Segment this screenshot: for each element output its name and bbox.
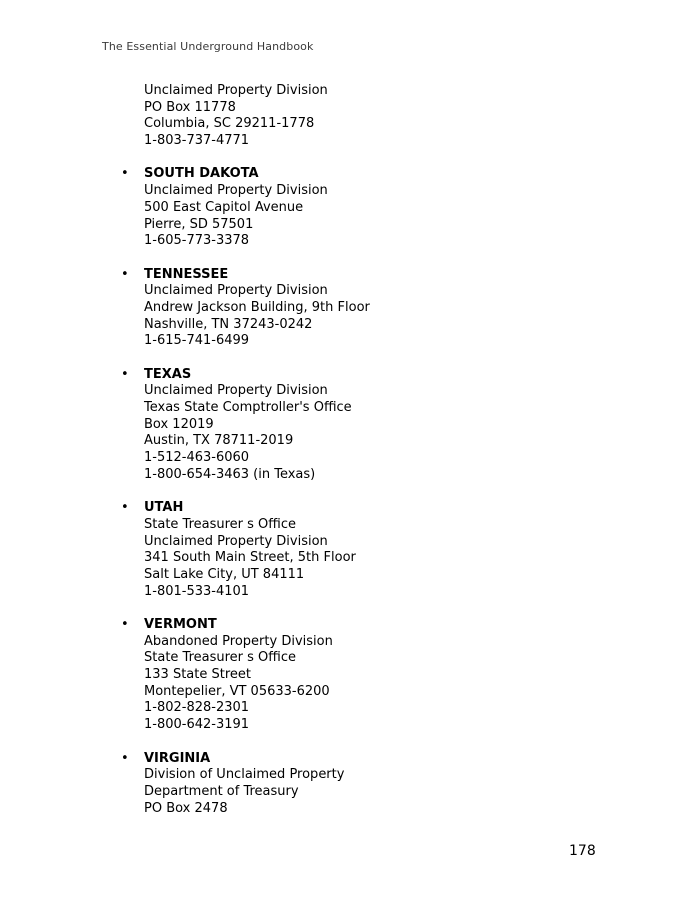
address-line: Nashville, TN 37243-0242 bbox=[144, 316, 313, 332]
bullet-icon: • bbox=[121, 617, 129, 632]
state-name: TENNESSEE bbox=[144, 266, 229, 282]
state-entry-texas bbox=[121, 366, 624, 484]
address-line: Abandoned Property Division bbox=[144, 633, 333, 649]
bullet-icon: • bbox=[121, 750, 129, 766]
address-line: State Treasurer s Office bbox=[144, 650, 296, 666]
address-line: Andrew Jackson Building, 9th Floor bbox=[144, 299, 370, 315]
address-line: Austin, TX 78711-2019 bbox=[144, 433, 294, 449]
address-line: 1-615-741-6499 bbox=[144, 333, 250, 349]
address-line: Texas State Comptroller's Office bbox=[144, 400, 352, 416]
state-name: TEXAS bbox=[144, 366, 192, 382]
address-line: 1-800-654-3463 (in Texas) bbox=[144, 466, 316, 482]
bullet-icon: • bbox=[121, 266, 129, 282]
state-name: UTAH bbox=[144, 500, 184, 516]
bullet-icon: • bbox=[121, 366, 129, 382]
state-entry-tennessee bbox=[121, 266, 624, 350]
address-line: 341 South Main Street, 5th Floor bbox=[144, 550, 356, 566]
address-line: Montepelier, VT 05633-6200 bbox=[144, 683, 330, 699]
page-content bbox=[121, 83, 624, 834]
bullet-icon: • bbox=[121, 166, 129, 182]
address-line: Box 12019 bbox=[144, 416, 214, 432]
address-line: 1-801-533-4101 bbox=[144, 583, 250, 599]
address-line: Unclaimed Property Division bbox=[144, 283, 328, 299]
address-line: 1-802-828-2301 bbox=[144, 700, 250, 716]
address-line: Unclaimed Property Division bbox=[144, 83, 328, 98]
address-line: Unclaimed Property Division bbox=[144, 383, 328, 399]
state-entry-utah bbox=[121, 500, 624, 600]
state-name: SOUTH DAKOTA bbox=[144, 166, 259, 182]
address-line: PO Box 11778 bbox=[144, 99, 236, 115]
address-line: 1-800-642-3191 bbox=[144, 717, 250, 733]
page-number: 178 bbox=[569, 843, 596, 859]
address-line: Unclaimed Property Division bbox=[144, 183, 328, 199]
bullet-icon: • bbox=[121, 500, 129, 516]
address-line: 1-803-737-4771 bbox=[144, 133, 250, 149]
address-line: Salt Lake City, UT 84111 bbox=[144, 566, 305, 582]
address-line: Columbia, SC 29211-1778 bbox=[144, 116, 315, 132]
address-line: 1-605-773-3378 bbox=[144, 233, 250, 249]
address-line: 133 State Street bbox=[144, 667, 251, 683]
state-entry-vermont bbox=[121, 617, 624, 734]
address-line: PO Box 2478 bbox=[144, 800, 228, 816]
state-entry-virginia bbox=[121, 750, 624, 818]
address-line: 500 East Capitol Avenue bbox=[144, 199, 304, 215]
address-line: State Treasurer s Office bbox=[144, 516, 296, 532]
state-name: VIRGINIA bbox=[144, 750, 211, 766]
address-line: Division of Unclaimed Property bbox=[144, 767, 345, 783]
state-entry-south-dakota bbox=[121, 166, 624, 249]
address-line: Unclaimed Property Division bbox=[144, 533, 328, 549]
continued-address-block bbox=[144, 83, 624, 150]
address-line: Department of Treasury bbox=[144, 783, 299, 799]
state-name: VERMONT bbox=[144, 617, 217, 632]
page-header: The Essential Underground Handbook bbox=[102, 40, 314, 53]
address-line: 1-512-463-6060 bbox=[144, 450, 250, 466]
address-line: Pierre, SD 57501 bbox=[144, 216, 254, 232]
